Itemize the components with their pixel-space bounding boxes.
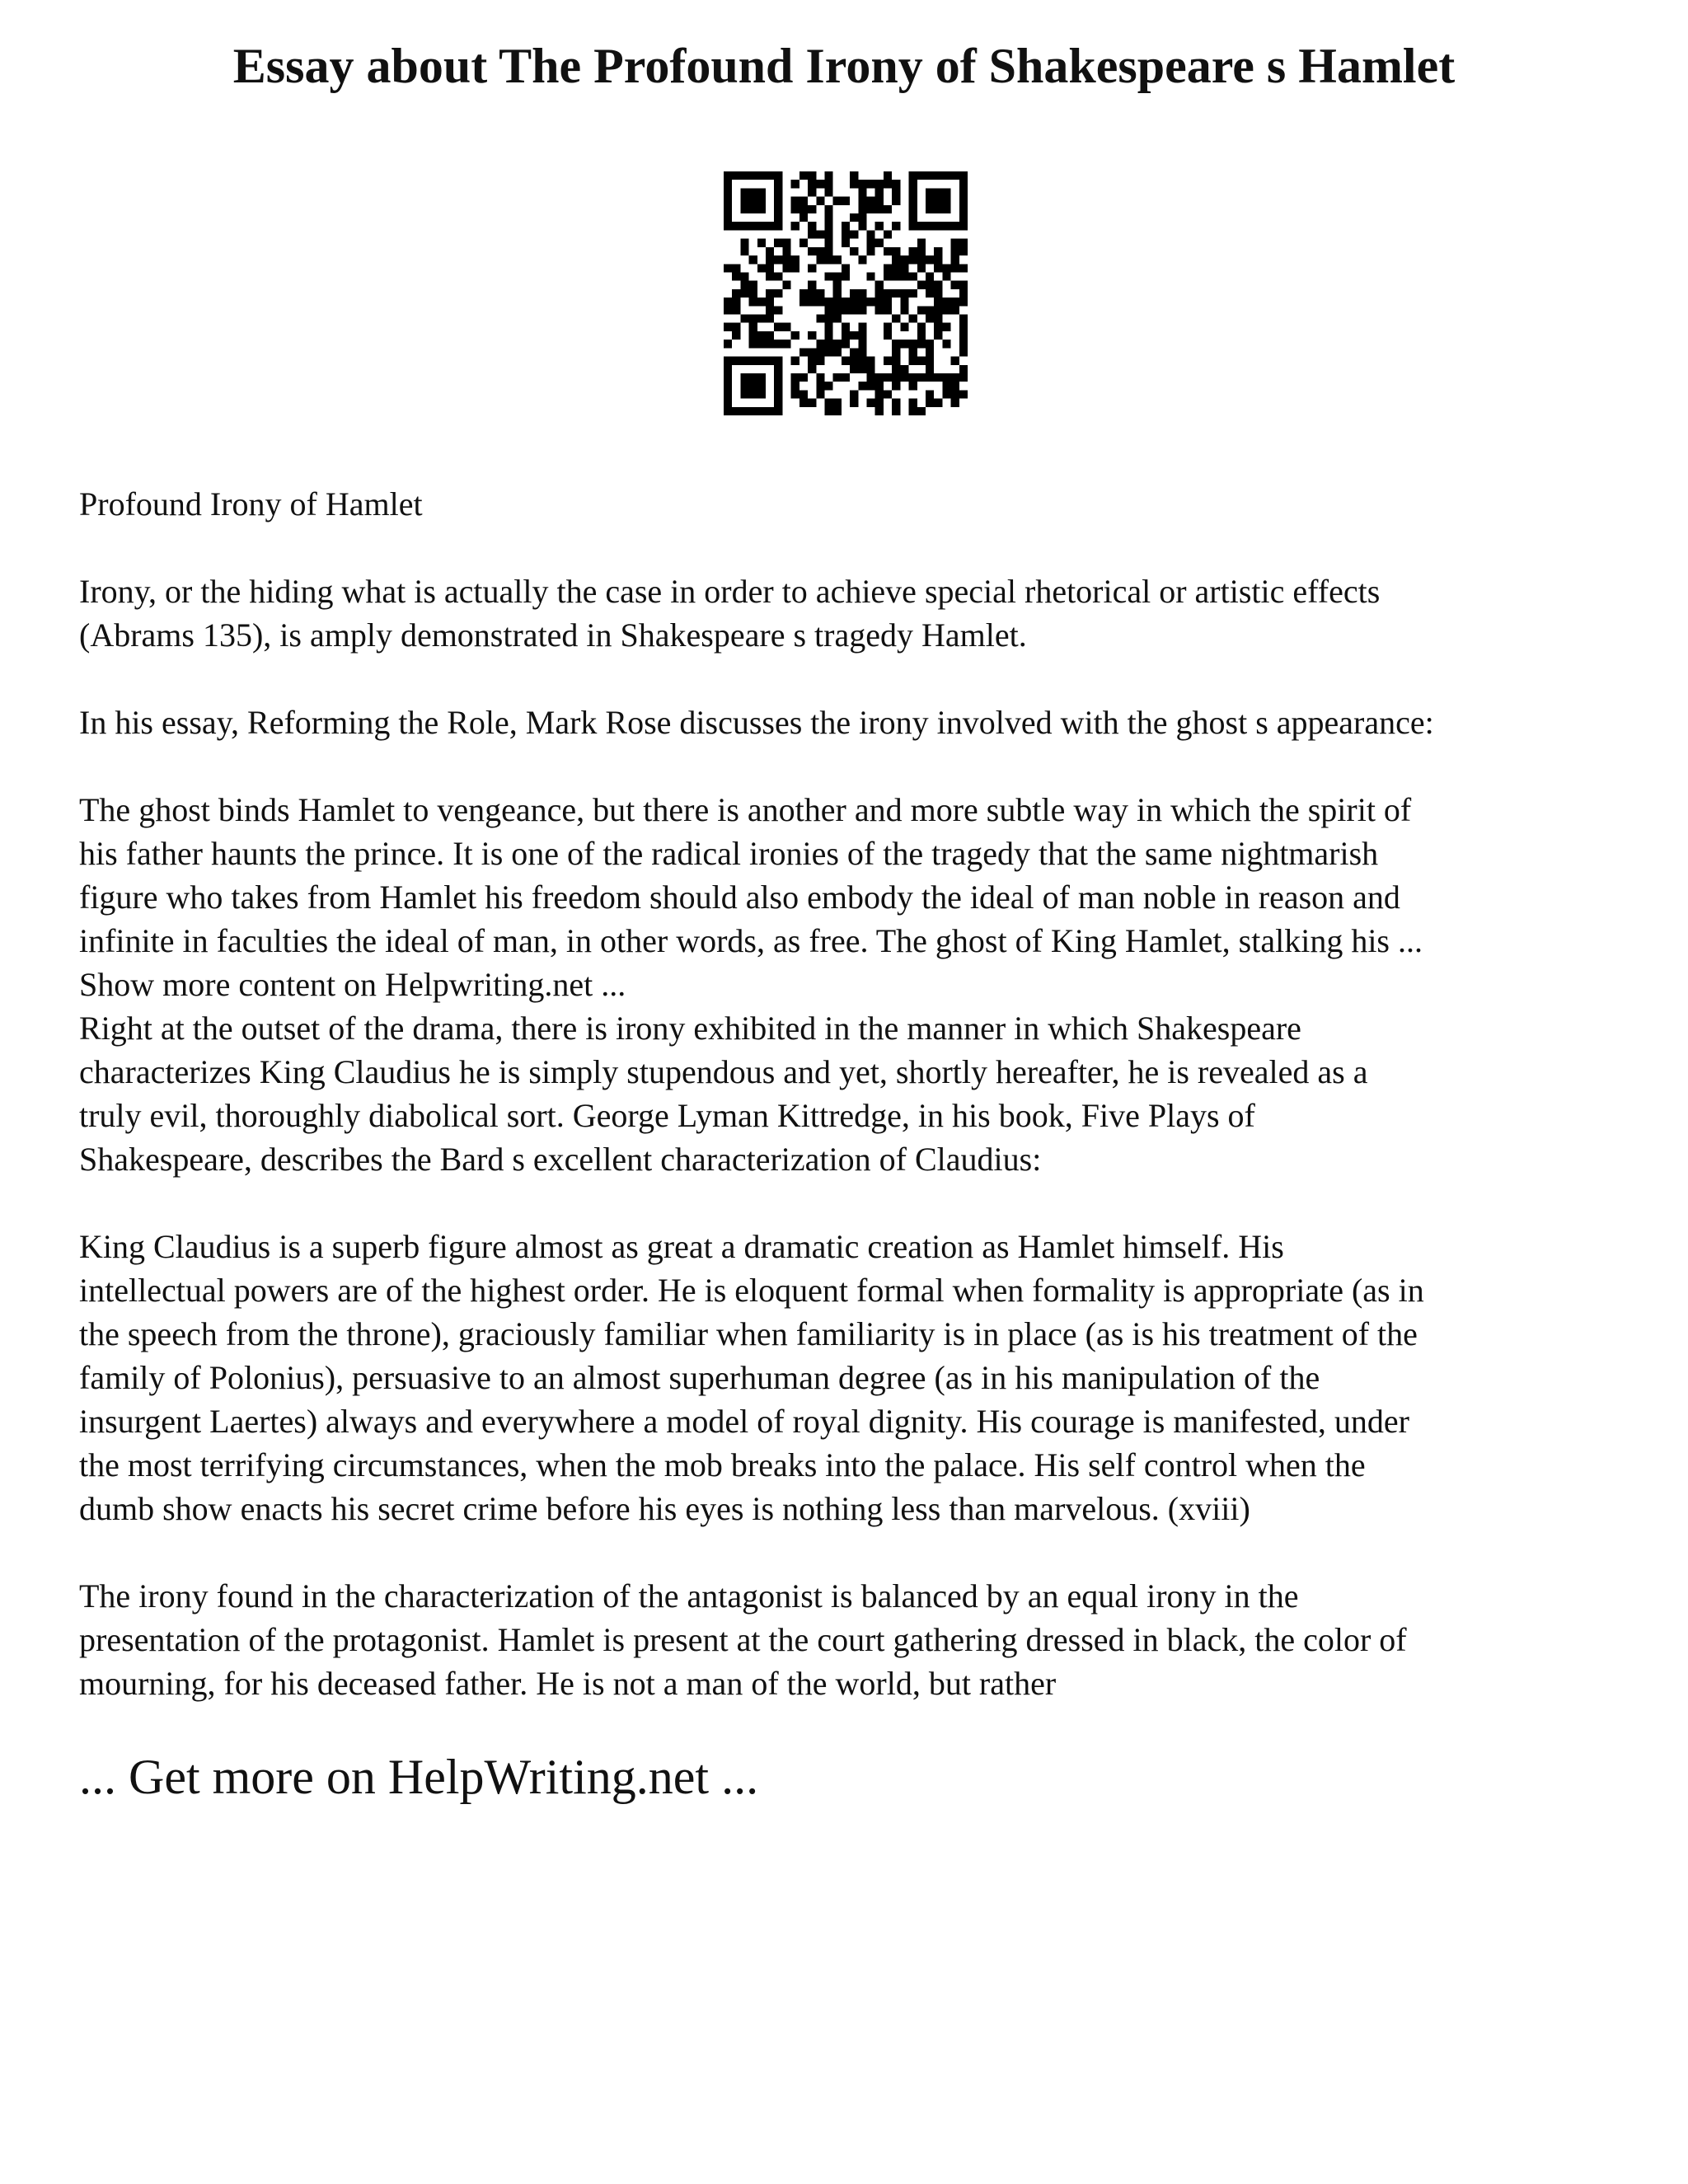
essay-body — [79, 482, 1645, 1705]
paragraph-line: The ghost binds Hamlet to vengeance, but there is another and more subtle way in which the spirit of — [79, 791, 1412, 828]
paragraph-line: Right at the outset of the drama, there is irony exhibited in the manner in which Shakespeare — [79, 1010, 1301, 1047]
show-more-link[interactable]: Show more content on Helpwriting.net ... — [79, 966, 626, 1003]
paragraph-line: (Abrams 135), is amply demonstrated in Shakespeare s tragedy Hamlet. — [79, 616, 1027, 654]
paragraph-line: In his essay, Reforming the Role, Mark Rose discusses the irony involved with the ghost s appearance: — [79, 704, 1434, 741]
qr-code — [724, 171, 968, 415]
paragraph-line: The irony found in the characterization of the antagonist is balanced by an equal irony in the — [79, 1577, 1299, 1615]
paragraph-line: mourning, for his deceased father. He is not a man of the world, but rather — [79, 1665, 1057, 1702]
get-more-link[interactable]: ... Get more on HelpWriting.net ... — [79, 1750, 759, 1804]
paragraph-line: infinite in faculties the ideal of man, in other words, as free. The ghost of King Hamlet, stalking his ... — [79, 922, 1423, 959]
paragraph-line: King Claudius is a superb figure almost as great a dramatic creation as Hamlet himself. His — [79, 1228, 1284, 1265]
paragraph-line: Shakespeare, describes the Bard s excellent characterization of Claudius: — [79, 1141, 1042, 1178]
paragraph-line: truly evil, thoroughly diabolical sort. George Lyman Kittredge, in his book, Five Plays of — [79, 1097, 1255, 1134]
essay-heading: Profound Irony of Hamlet — [79, 485, 423, 523]
paragraph-line: family of Polonius), persuasive to an almost superhuman degree (as in his manipulation of the — [79, 1359, 1320, 1396]
page-title: Essay about The Profound Irony of Shakespeare s Hamlet — [232, 39, 1456, 93]
paragraph-line: the most terrifying circumstances, when the mob breaks into the palace. His self control when the — [79, 1446, 1366, 1483]
paragraph-line: insurgent Laertes) always and everywhere a model of royal dignity. His courage is manifested, under — [79, 1403, 1409, 1440]
paragraph-line: intellectual powers are of the highest order. He is eloquent formal when formality is appropriate (as in — [79, 1272, 1424, 1309]
paragraph-line: presentation of the protagonist. Hamlet is present at the court gathering dressed in black, the color of — [79, 1621, 1407, 1658]
paragraph-line: dumb show enacts his secret crime before his eyes is nothing less than marvelous. (xviii) — [79, 1490, 1250, 1527]
paragraph-line: figure who takes from Hamlet his freedom should also embody the ideal of man noble in reason and — [79, 879, 1400, 916]
paragraph-line: Irony, or the hiding what is actually the case in order to achieve special rhetorical or artistic effects — [79, 573, 1381, 610]
paragraph-line: the speech from the throne), graciously familiar when familiarity is in place (as is his treatment of the — [79, 1315, 1418, 1352]
paragraph-line: characterizes King Claudius he is simply stupendous and yet, shortly hereafter, he is revealed as a — [79, 1053, 1368, 1090]
paragraph-line: his father haunts the prince. It is one of the radical ironies of the tragedy that the same nightmarish — [79, 835, 1379, 872]
